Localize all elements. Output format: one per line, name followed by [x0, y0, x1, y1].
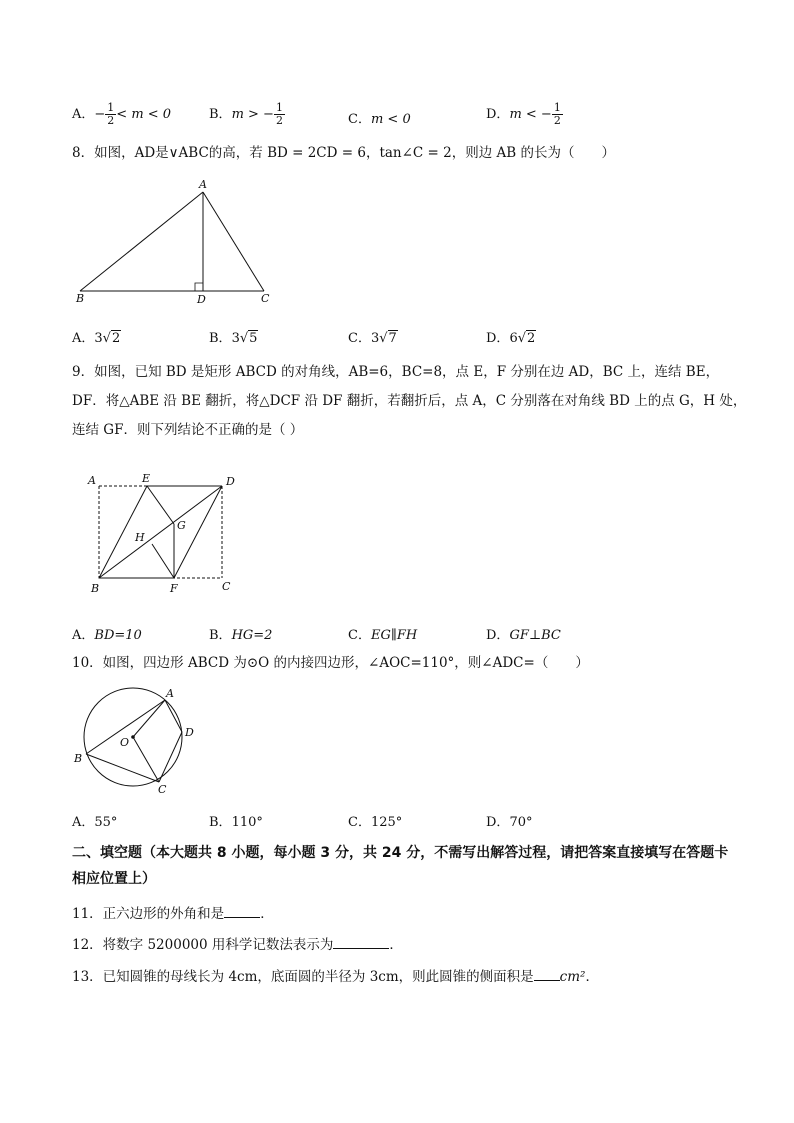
q10-label-a: A: [166, 687, 174, 700]
q10-options: [72, 811, 762, 841]
q9-label-c: C: [222, 580, 231, 593]
q10-label-d: D: [185, 726, 194, 739]
q9-label-h: H: [135, 531, 145, 544]
q9-options: [72, 624, 762, 654]
section-2-heading: 二、填空题（本大题共 8 小题，每小题 3 分，共 24 分，不需写出解答过程，请把答案直接填写在答题卡相应位置上）: [72, 845, 729, 887]
q9-label-b: B: [91, 582, 100, 595]
q7-option-a: A．− $\frac{1}{2}$ < m < 0: [72, 101, 172, 127]
q8-option-b: B．3√5: [209, 331, 258, 346]
q10-label-b: B: [74, 752, 83, 765]
q10-option-b: B．110°: [209, 815, 263, 830]
q8-triangle-figure: [70, 176, 280, 306]
q9-stem-line1: 9．如图，已知 BD 是矩形 ABCD 的对角线，AB=6，BC=8，点 E，F 分别在边 AD，BC 上，连结 BE，: [72, 364, 720, 380]
q9-option-d: D．GF⊥BC: [486, 628, 561, 643]
q7-options: [72, 102, 762, 132]
fraction: $\frac{1}{2}$: [107, 101, 115, 127]
q9-label-d: D: [226, 475, 235, 488]
q10-option-a: A．55°: [72, 815, 118, 830]
q8-label-c: C: [261, 292, 270, 305]
q8-option-a: A．3√2: [72, 331, 121, 346]
q9-label-f: F: [170, 582, 178, 595]
q8-label-d: D: [197, 293, 206, 306]
fraction: $\frac{1}{2}$: [275, 101, 283, 127]
q9-label-e: E: [142, 472, 151, 485]
answer-blank[interactable]: [534, 966, 560, 981]
q10-label-c: C: [158, 783, 167, 794]
answer-blank[interactable]: [224, 903, 260, 918]
q8-option-d: D．6√2: [486, 331, 536, 346]
q9-option-c: C．EG∥FH: [348, 628, 418, 643]
q10-stem: 10．如图，四边形 ABCD 为⊙O 的内接四边形，∠AOC=110°，则∠ADC=（ ）: [72, 655, 589, 671]
q12: 12．将数字 5200000 用科学记数法表示为 ．: [72, 934, 403, 955]
q13: 13．已知圆锥的母线长为 4cm，底面圆的半径为 3cm，则此圆锥的侧面积是 cm²．: [72, 966, 599, 987]
q10-circle-figure: [70, 684, 200, 794]
q7-option-b: B．m > − $\frac{1}{2}$: [209, 101, 283, 127]
answer-blank[interactable]: [333, 934, 389, 949]
q11: 11．正六边形的外角和是 ．: [72, 903, 274, 924]
q9-option-a: A．BD=10: [72, 628, 142, 643]
q9-rectangle-figure: [82, 468, 252, 598]
q9-label-g: G: [177, 519, 186, 532]
fraction: $\frac{1}{2}$: [553, 101, 561, 127]
q8-label-a: A: [199, 178, 207, 191]
q8-label-b: B: [76, 292, 85, 305]
q9-stem-line3: 连结 GF．则下列结论不正确的是（ ）: [72, 422, 304, 438]
q8-option-c: C．3√7: [348, 331, 397, 346]
q10-label-o: O: [120, 736, 130, 749]
q10-option-c: C．125°: [348, 815, 403, 830]
q8-options: [72, 327, 762, 357]
q7-option-c: C．m < 0: [348, 112, 411, 127]
q9-option-b: B．HG=2: [209, 628, 273, 643]
q9-stem-line2: DF．将△ABE 沿 BE 翻折，将△DCF 沿 DF 翻折，若翻折后，点 A，C 分别落在对角线 BD 上的点 G，H 处，: [72, 393, 747, 409]
q10-option-d: D．70°: [486, 815, 533, 830]
q7-option-d: D．m < − $\frac{1}{2}$: [486, 101, 561, 127]
q9-label-a: A: [88, 474, 96, 487]
q8-stem: 8．如图，AD是∨ABC的高，若 BD = 2CD = 6，tan∠C = 2，则边 AB 的长为（ ）: [72, 145, 615, 161]
